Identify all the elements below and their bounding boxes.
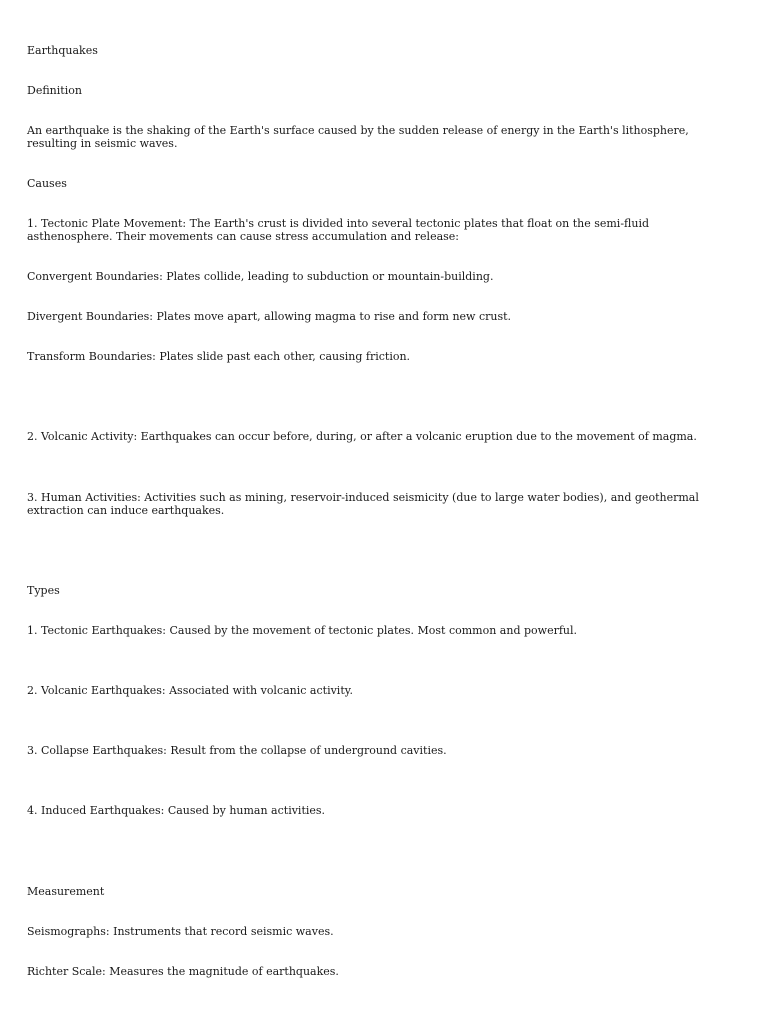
cause-tectonic-paragraph: 1. Tectonic Plate Movement: The Earth's crust is divided into several tectonic plates that float on the semi-fluid asthenosphere. Their movements can cause stress accumulation and release: bbox=[27, 217, 650, 243]
transform-boundaries-line: Transform Boundaries: Plates slide past each other, causing friction. bbox=[27, 350, 411, 363]
divergent-boundaries-line: Divergent Boundaries: Plates move apart, allowing magma to rise and form new crust. bbox=[27, 310, 512, 323]
type-collapse-line: 3. Collapse Earthquakes: Result from the collapse of underground cavities. bbox=[27, 744, 447, 757]
type-volcanic-line: 2. Volcanic Earthquakes: Associated with volcanic activity. bbox=[27, 684, 353, 697]
type-induced-line: 4. Induced Earthquakes: Caused by human activities. bbox=[27, 804, 326, 817]
convergent-boundaries-line: Convergent Boundaries: Plates collide, leading to subduction or mountain-building. bbox=[27, 270, 494, 283]
richter-scale-line: Richter Scale: Measures the magnitude of earthquakes. bbox=[27, 965, 339, 978]
cause-volcanic-paragraph: 2. Volcanic Activity: Earthquakes can occur before, during, or after a volcanic eruption due to the movement of magma. bbox=[27, 430, 697, 443]
seismographs-line: Seismographs: Instruments that record seismic waves. bbox=[27, 925, 334, 938]
definition-paragraph: An earthquake is the shaking of the Earth's surface caused by the sudden release of energy in the Earth's lithosphere, resulting in seismic waves. bbox=[27, 124, 689, 150]
type-tectonic-line: 1. Tectonic Earthquakes: Caused by the movement of tectonic plates. Most common and powerful. bbox=[27, 624, 578, 637]
causes-heading: Causes bbox=[27, 177, 67, 190]
cause-human-paragraph: 3. Human Activities: Activities such as mining, reservoir-induced seismicity (due to large water bodies), and geothermal extraction can induce earthquakes. bbox=[27, 491, 699, 517]
definition-heading: Definition bbox=[27, 84, 82, 97]
measurement-heading: Measurement bbox=[27, 885, 105, 898]
document-title: Earthquakes bbox=[27, 44, 98, 57]
types-heading: Types bbox=[27, 584, 60, 597]
